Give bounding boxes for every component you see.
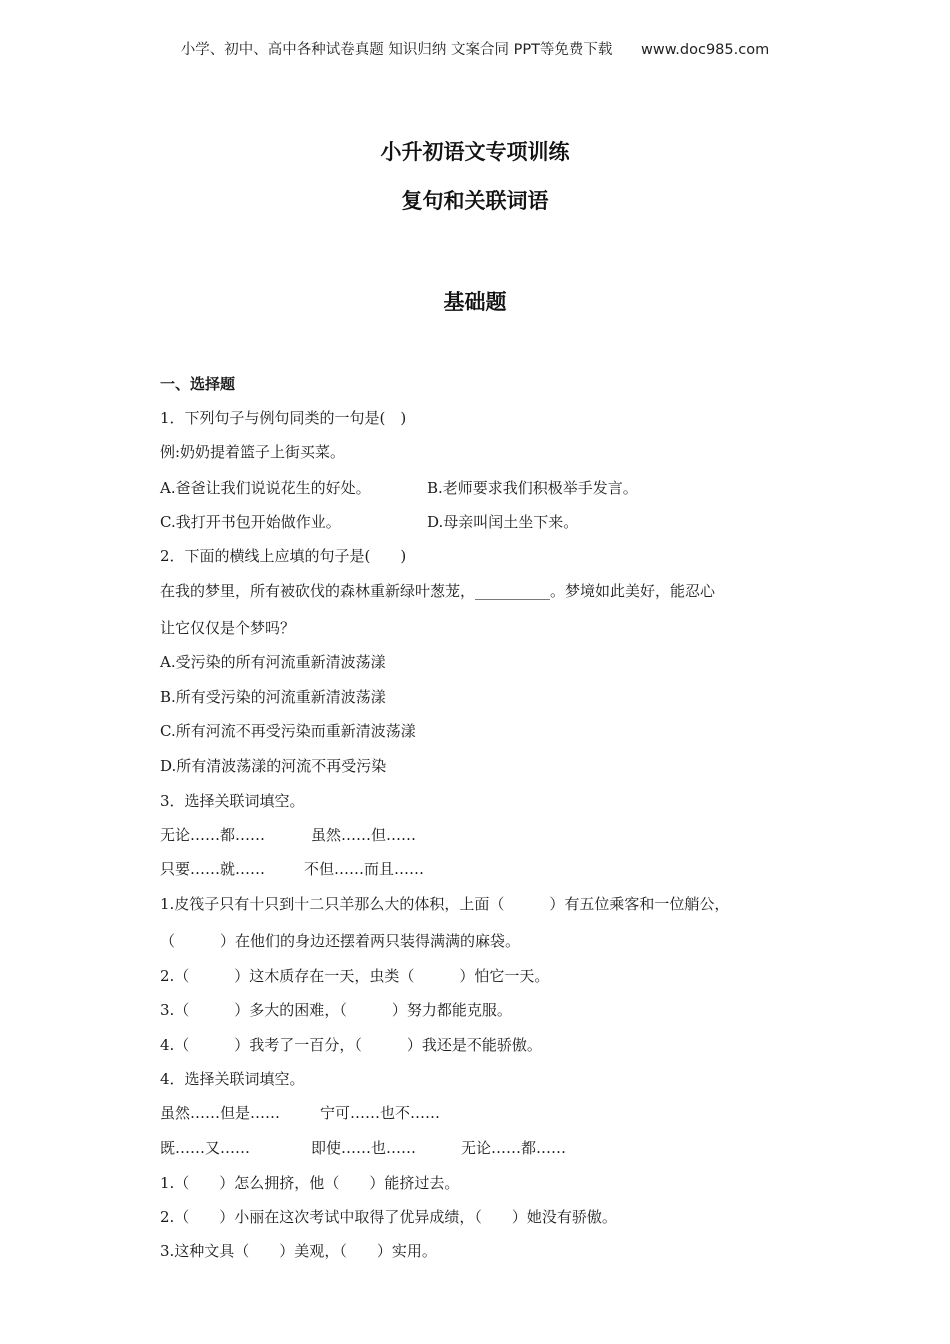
q1-option-a: A.爸爸让我们说说花生的好处。 <box>160 479 371 497</box>
q4-word-choice: 无论……都…… <box>461 1139 567 1157</box>
q3-word-choice: 只要……就…… <box>160 860 266 878</box>
header-url[interactable]: www.doc985.com <box>641 42 770 58</box>
q1-option-b: B.老师要求我们积极举手发言。 <box>427 479 638 497</box>
q4-word-choice: 既……又…… <box>160 1139 251 1157</box>
q1-option-c: C.我打开书包开始做作业。 <box>160 513 341 531</box>
q3-word-choice: 无论……都…… <box>160 826 266 844</box>
document-title: 小升初语文专项训练 <box>380 140 570 164</box>
q3-item-1-line1: 1.皮筏子只有十只到十二只羊那么大的体积，上面（ ）有五位乘客和一位艄公， <box>160 895 730 913</box>
q4-item-2: 2.（ ）小丽在这次考试中取得了优异成绩，（ ）她没有骄傲。 <box>160 1208 617 1226</box>
q4-word-choice: 即使……也…… <box>311 1139 417 1157</box>
q1-stem: 1．下列句子与例句同类的一句是( ) <box>160 409 407 427</box>
q3-word-choice: 不但……而且…… <box>304 860 425 878</box>
q2-option-c: C.所有河流不再受污染而重新清波荡漾 <box>160 722 416 740</box>
q3-item-4: 4.（ ）我考了一百分，（ ）我还是不能骄傲。 <box>160 1036 542 1054</box>
q3-item-1-line2: （ ）在他们的身边还摆着两只装得满满的麻袋。 <box>160 932 521 950</box>
section-title: 基础题 <box>443 290 507 314</box>
part-title: 一、选择题 <box>160 375 236 393</box>
header-text: 小学、初中、高中各种试卷真题 知识归纳 文案合同 PPT等免费下载 <box>180 42 613 58</box>
q3-item-3: 3.（ ）多大的困难，（ ）努力都能克服。 <box>160 1001 512 1019</box>
q4-item-3: 3.这种文具（ ）美观，（ ）实用。 <box>160 1242 437 1260</box>
q4-word-choice: 虽然……但是…… <box>160 1104 281 1122</box>
q4-word-choice: 宁可……也不…… <box>320 1104 441 1122</box>
q2-text-line2: 让它仅仅是个梦吗？ <box>160 619 296 637</box>
q2-option-d: D.所有清波荡漾的河流不再受污染 <box>160 757 387 775</box>
q3-word-choice: 虽然……但…… <box>311 826 417 844</box>
q2-text-line1: 在我的梦里，所有被砍伐的森林重新绿叶葱茏，__________。梦境如此美好，能忍心 <box>160 582 716 600</box>
q3-stem: 3．选择关联词填空。 <box>160 792 305 810</box>
q2-option-a: A.受污染的所有河流重新清波荡漾 <box>160 653 386 671</box>
document-subtitle: 复句和关联词语 <box>401 189 549 213</box>
q3-item-2: 2.（ ）这木质存在一天，虫类（ ）怕它一天。 <box>160 967 550 985</box>
page-header <box>0 38 950 59</box>
q1-option-d: D.母亲叫闰土坐下来。 <box>427 513 579 531</box>
q1-example: 例:奶奶提着篮子上街买菜。 <box>160 443 346 461</box>
q2-option-b: B.所有受污染的河流重新清波荡漾 <box>160 688 386 706</box>
q4-item-1: 1.（ ）怎么拥挤，他（ ）能挤过去。 <box>160 1174 460 1192</box>
q4-stem: 4．选择关联词填空。 <box>160 1070 305 1088</box>
q2-stem: 2．下面的横线上应填的句子是( ) <box>160 547 407 565</box>
